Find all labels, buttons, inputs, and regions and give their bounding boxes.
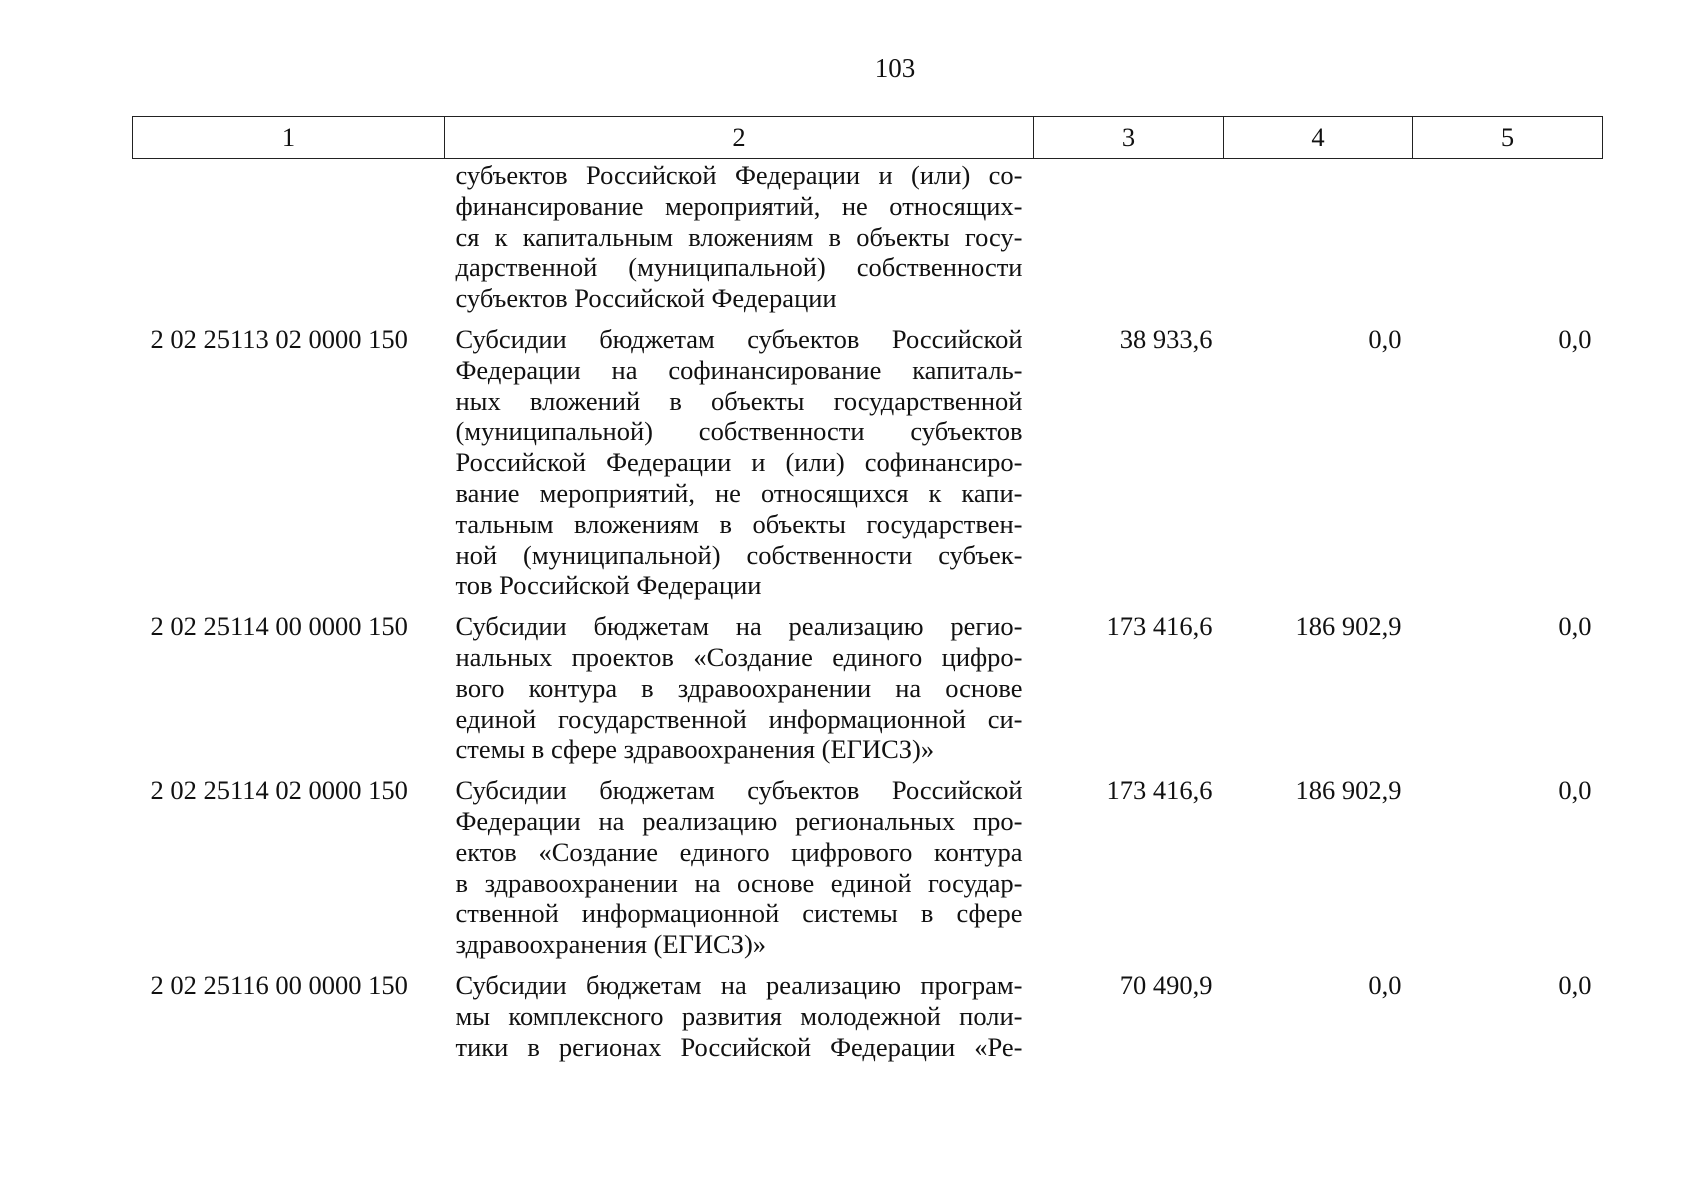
header-col-2: 2 xyxy=(445,117,1034,159)
description-line: нальных проектов «Создание единого цифро- xyxy=(455,641,1023,672)
cell-col5 xyxy=(1413,159,1603,324)
description-line: ся к капитальным вложениям в объекты госу- xyxy=(455,221,1023,252)
cell-description xyxy=(445,611,1034,775)
header-col-5: 5 xyxy=(1413,117,1603,159)
description-line: вого контура в здравоохранении на основе xyxy=(455,672,1023,703)
cell-col4: 0,0 xyxy=(1368,969,1402,1000)
description-line: финансирование мероприятий, не относящих- xyxy=(455,190,1023,221)
description-line: Федерации на софинансирование капиталь- xyxy=(455,354,1023,385)
header-col-3: 3 xyxy=(1034,117,1224,159)
description-line: ектов «Создание единого цифрового контура xyxy=(455,836,1023,867)
header-col-1: 1 xyxy=(133,117,445,159)
header-row xyxy=(133,117,1603,159)
description-line: здравоохранения (ЕГИСЗ)» xyxy=(455,929,767,960)
cell-col4: 0,0 xyxy=(1368,323,1402,354)
table-row xyxy=(133,970,1603,1072)
description-line: (муниципальной) собственности субъектов xyxy=(455,416,1023,447)
description-line: субъектов Российской Федерации и (или) со- xyxy=(455,160,1023,190)
description-line: тики в регионах Российской Федерации «Ре- xyxy=(455,1031,1023,1062)
cell-col5: 0,0 xyxy=(1558,775,1592,806)
table-row xyxy=(133,775,1603,970)
cell-code: 2 02 25114 02 0000 150 xyxy=(150,775,408,806)
description-line: стемы в сфере здравоохранения (ЕГИСЗ)» xyxy=(455,734,935,765)
description-line: субъектов Российской Федерации xyxy=(455,283,837,314)
description-line: ной (муниципальной) собственности субъек- xyxy=(455,539,1023,570)
description-line: тов Российской Федерации xyxy=(455,570,762,601)
cell-col3: 173 416,6 xyxy=(1106,611,1213,642)
table-row xyxy=(133,611,1603,775)
cell-col5: 0,0 xyxy=(1558,969,1592,1000)
table-body xyxy=(133,159,1603,1073)
cell-col3: 70 490,9 xyxy=(1119,969,1213,1000)
cell-description xyxy=(445,775,1034,970)
cell-code: 2 02 25114 00 0000 150 xyxy=(150,611,408,642)
cell-code xyxy=(133,159,445,324)
description-line: тальным вложениям в объекты государствен- xyxy=(455,508,1023,539)
cell-description xyxy=(445,159,1034,324)
cell-col4 xyxy=(1224,159,1413,324)
description-line: дарственной (муниципальной) собственности xyxy=(455,252,1023,283)
description-line: в здравоохранении на основе единой государ- xyxy=(455,867,1023,898)
description-line: Субсидии бюджетам на реализацию регио- xyxy=(455,611,1023,642)
description-line: мы комплексного развития молодежной поли- xyxy=(455,1000,1023,1031)
cell-col5: 0,0 xyxy=(1558,611,1592,642)
cell-col5: 0,0 xyxy=(1558,323,1592,354)
table-row xyxy=(133,324,1603,611)
description-line: вание мероприятий, не относящихся к капи- xyxy=(455,477,1023,508)
description-line: Субсидии бюджетам субъектов Российской xyxy=(455,323,1023,354)
cell-description xyxy=(445,324,1034,611)
cell-col4: 186 902,9 xyxy=(1295,775,1402,806)
budget-table xyxy=(132,116,1603,1072)
description-line: единой государственной информационной си- xyxy=(455,703,1023,734)
cell-col3: 38 933,6 xyxy=(1119,323,1213,354)
page-number: 103 xyxy=(874,53,916,83)
cell-col3: 173 416,6 xyxy=(1106,775,1213,806)
description-line: Федерации на реализацию региональных про- xyxy=(455,805,1023,836)
cell-col4: 186 902,9 xyxy=(1295,611,1402,642)
description-line: Субсидии бюджетам на реализацию програм- xyxy=(455,969,1023,1000)
description-line: Российской Федерации и (или) софинансиро- xyxy=(455,447,1023,478)
cell-code: 2 02 25113 02 0000 150 xyxy=(150,323,408,354)
table-row xyxy=(133,159,1603,324)
description-line: ных вложений в объекты государственной xyxy=(455,385,1023,416)
cell-code: 2 02 25116 00 0000 150 xyxy=(150,969,408,1000)
table-header xyxy=(133,117,1603,159)
budget-table-container xyxy=(132,116,1602,1072)
description-line: Субсидии бюджетам субъектов Российской xyxy=(455,775,1023,806)
cell-col3 xyxy=(1034,159,1224,324)
header-col-4: 4 xyxy=(1224,117,1413,159)
cell-description xyxy=(445,970,1034,1072)
description-line: ственной информационной системы в сфере xyxy=(455,898,1023,929)
